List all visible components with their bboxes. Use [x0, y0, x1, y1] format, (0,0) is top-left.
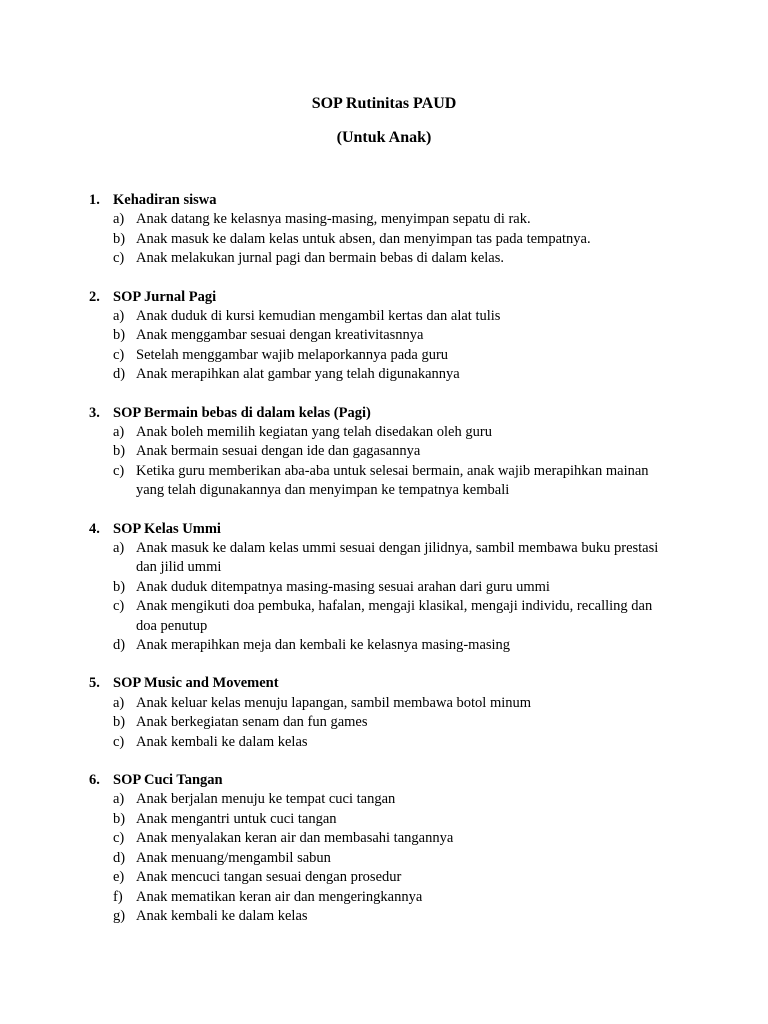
- section-title: SOP Music and Movement: [113, 675, 279, 692]
- item-text: Anak masuk ke dalam kelas untuk absen, dan menyimpan tas pada tempatnya.: [136, 230, 591, 247]
- list-item: [0, 868, 768, 887]
- list-item: [0, 423, 768, 442]
- item-letter: d): [113, 637, 126, 654]
- list-item: [0, 597, 768, 636]
- sop-section: [0, 288, 768, 385]
- item-text: Anak masuk ke dalam kelas ummi sesuai dengan jilidnya, sambil membawa buku prestasi dan jilid ummi: [136, 540, 659, 576]
- item-text: Anak kembali ke dalam kelas: [136, 907, 308, 924]
- item-letter: c): [113, 462, 125, 479]
- list-item: [0, 636, 768, 655]
- section-number: 5.: [89, 675, 100, 692]
- section-heading: [0, 288, 768, 307]
- item-text: Anak berkegiatan senam dan fun games: [136, 714, 368, 731]
- item-text: Anak melakukan jurnal pagi dan bermain bebas di dalam kelas.: [136, 250, 505, 267]
- item-letter: e): [113, 869, 125, 886]
- item-letter: a): [113, 694, 125, 711]
- item-text: Anak menuang/mengambil sabun: [136, 849, 331, 866]
- item-text: Anak mengikuti doa pembuka, hafalan, mengaji klasikal, mengaji individu, recalling dan doa penutup: [136, 598, 653, 634]
- item-letter: f): [113, 888, 123, 905]
- item-letter: a): [113, 424, 125, 441]
- item-letter: b): [113, 714, 126, 731]
- item-text: Anak boleh memilih kegiatan yang telah disedakan oleh guru: [136, 424, 492, 441]
- sop-section: [0, 520, 768, 656]
- item-letter: c): [113, 346, 125, 363]
- section-number: 4.: [89, 520, 100, 537]
- item-text: Anak kembali ke dalam kelas: [136, 733, 308, 750]
- sop-section: [0, 404, 768, 501]
- list-item: [0, 907, 768, 926]
- item-text: Anak mematikan keran air dan mengeringkannya: [136, 888, 423, 905]
- item-text: Anak merapihkan alat gambar yang telah digunakannya: [136, 366, 460, 383]
- list-item: [0, 462, 768, 501]
- item-letter: c): [113, 733, 125, 750]
- section-number: 6.: [89, 772, 100, 789]
- item-text: Setelah menggambar wajib melaporkannya pada guru: [136, 346, 449, 363]
- item-text: Anak berjalan menuju ke tempat cuci tangan: [136, 791, 396, 808]
- item-text: Anak bermain sesuai dengan ide dan gagasannya: [136, 443, 421, 460]
- list-item: [0, 829, 768, 848]
- item-letter: b): [113, 810, 126, 827]
- item-text: Anak mengantri untuk cuci tangan: [136, 810, 337, 827]
- item-letter: a): [113, 540, 125, 557]
- section-number: 2.: [89, 288, 100, 305]
- section-heading: [0, 520, 768, 539]
- list-item: [0, 307, 768, 326]
- list-item: [0, 849, 768, 868]
- item-letter: a): [113, 308, 125, 324]
- item-text: Anak keluar kelas menuju lapangan, sambil membawa botol minum: [136, 694, 532, 711]
- list-item: [0, 326, 768, 345]
- list-item: [0, 578, 768, 597]
- sop-section: [0, 191, 768, 269]
- list-item: [0, 249, 768, 268]
- sop-section-list: [0, 191, 768, 945]
- section-number: 3.: [89, 404, 100, 421]
- list-item: [0, 539, 768, 578]
- item-text: Anak duduk di kursi kemudian mengambil kertas dan alat tulis: [136, 308, 501, 324]
- item-letter: c): [113, 250, 125, 267]
- item-letter: b): [113, 327, 126, 344]
- section-title: SOP Cuci Tangan: [113, 772, 223, 789]
- section-heading: [0, 404, 768, 423]
- list-item: [0, 790, 768, 809]
- list-item: [0, 230, 768, 249]
- item-letter: c): [113, 830, 125, 847]
- item-text: Anak mencuci tangan sesuai dengan prosedur: [136, 869, 402, 886]
- document-title: SOP Rutinitas PAUD: [311, 95, 457, 112]
- item-letter: a): [113, 211, 125, 228]
- section-heading: [0, 771, 768, 790]
- list-item: [0, 365, 768, 384]
- section-title: SOP Bermain bebas di dalam kelas (Pagi): [113, 404, 371, 421]
- list-item: [0, 713, 768, 732]
- list-item: [0, 442, 768, 461]
- item-letter: b): [113, 230, 126, 247]
- list-item: [0, 694, 768, 713]
- section-title: SOP Kelas Ummi: [113, 520, 221, 537]
- section-number: 1.: [89, 192, 100, 208]
- sop-section: [0, 674, 768, 752]
- item-letter: d): [113, 366, 126, 383]
- item-text: Anak merapihkan meja dan kembali ke kelasnya masing-masing: [136, 637, 511, 654]
- item-letter: b): [113, 443, 126, 460]
- sop-section: [0, 771, 768, 926]
- item-text: Anak menggambar sesuai dengan kreativitasnnya: [136, 327, 424, 344]
- item-text: Ketika guru memberikan aba-aba untuk selesai bermain, anak wajib merapihkan mainan yang telah digunakannya dan menyimpan ke tempatnya kembali: [136, 462, 649, 499]
- item-letter: d): [113, 849, 126, 866]
- item-text: Anak menyalakan keran air dan membasahi tangannya: [136, 830, 454, 847]
- item-text: Anak datang ke kelasnya masing-masing, menyimpan sepatu di rak.: [136, 211, 531, 228]
- list-item: [0, 210, 768, 229]
- list-item: [0, 733, 768, 752]
- item-letter: g): [113, 907, 126, 924]
- item-letter: c): [113, 598, 125, 615]
- section-heading: [0, 191, 768, 210]
- item-letter: b): [113, 578, 126, 595]
- document-subtitle: (Untuk Anak): [336, 129, 432, 146]
- list-item: [0, 888, 768, 907]
- section-heading: [0, 674, 768, 693]
- item-text: Anak duduk ditempatnya masing-masing sesuai arahan dari guru ummi: [136, 578, 550, 595]
- item-letter: a): [113, 791, 125, 808]
- list-item: [0, 346, 768, 365]
- section-title: Kehadiran siswa: [113, 192, 217, 208]
- section-title: SOP Jurnal Pagi: [113, 288, 217, 305]
- list-item: [0, 810, 768, 829]
